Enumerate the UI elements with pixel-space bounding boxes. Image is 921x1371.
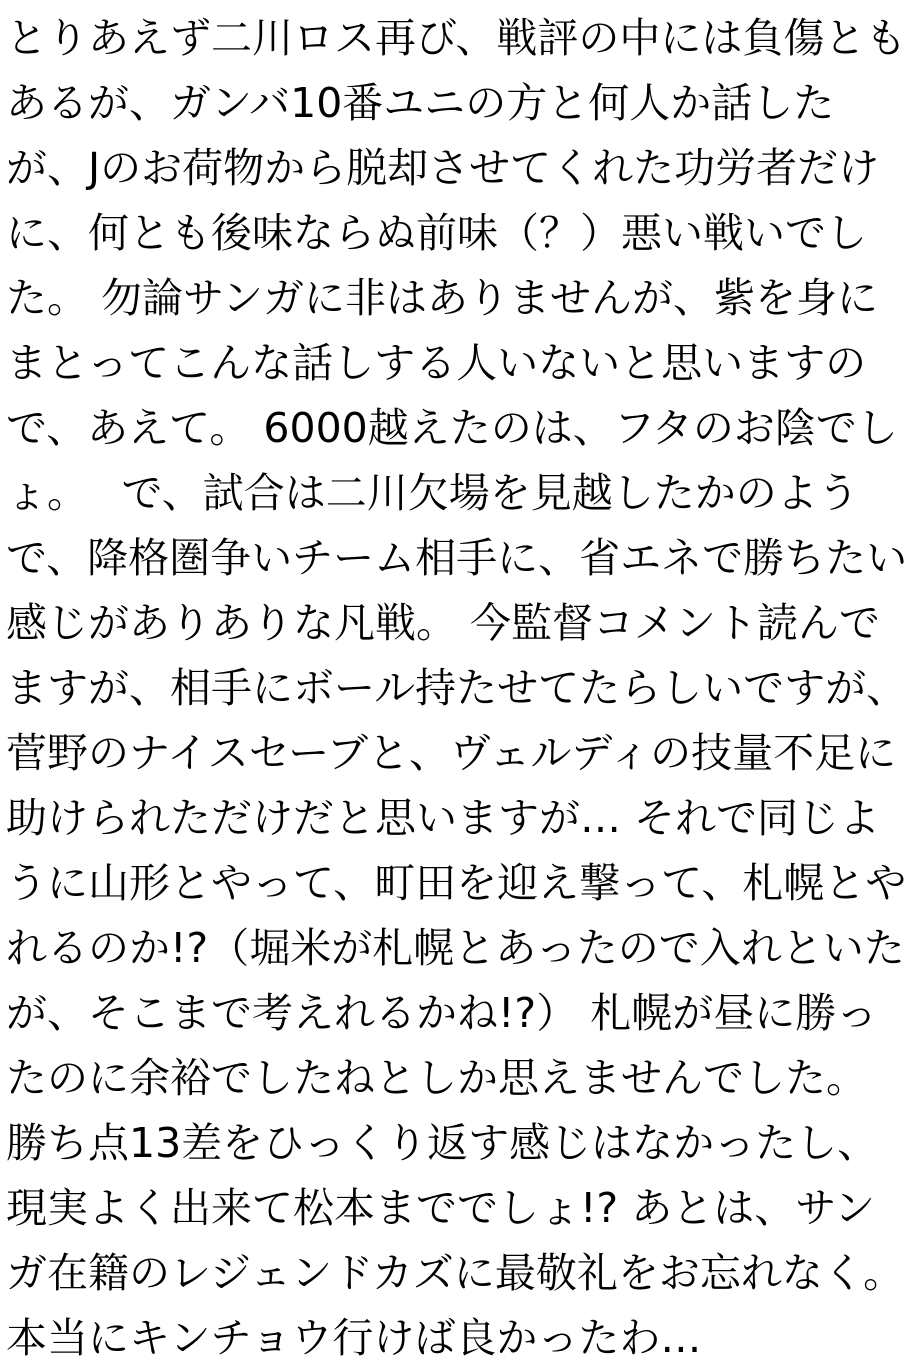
document-body-text: とりあえず二川ロス再び、戦評の中には負傷ともあるが、ガンバ10番ユニの方と何人か話したが、Jのお荷物から脱却させてくれた功労者だけに、何とも後味ならぬ前味（？）悪い戦いでした。 勿論サンガに非はありませんが、紫を身にまとってこんな話しする人いないと思いますので、あえて。 6000越えたのは、フタのお陰でしょ。 で、試合は二川欠場を見越したかのようで、降格圏争いチーム相手に、省エネで勝ちたい感じがありありな凡戦。 今監督コメント読んでますが、相手にボール持たせてたらしいですが、菅野のナイスセーブと、ヴェルディの技量不足に助けられただけだと思いますが… それで同じように山形とやって、町田を迎え撃って、札幌とやれるのか!?（堀米が札幌とあったので入れといたが、そこまで考えれるかね!?） 札幌が昼に勝ったのに余裕でしたねとしか思えませんでした。 勝ち点13差をひっくり返す感じはなかったし、現実よく出来て松本まででしょ!? あとは、サンガ在籍のレジェンドカズに最敬礼をお忘れなく。 本当にキンチョウ行けば良かったわ…: [6, 14, 918, 1362]
